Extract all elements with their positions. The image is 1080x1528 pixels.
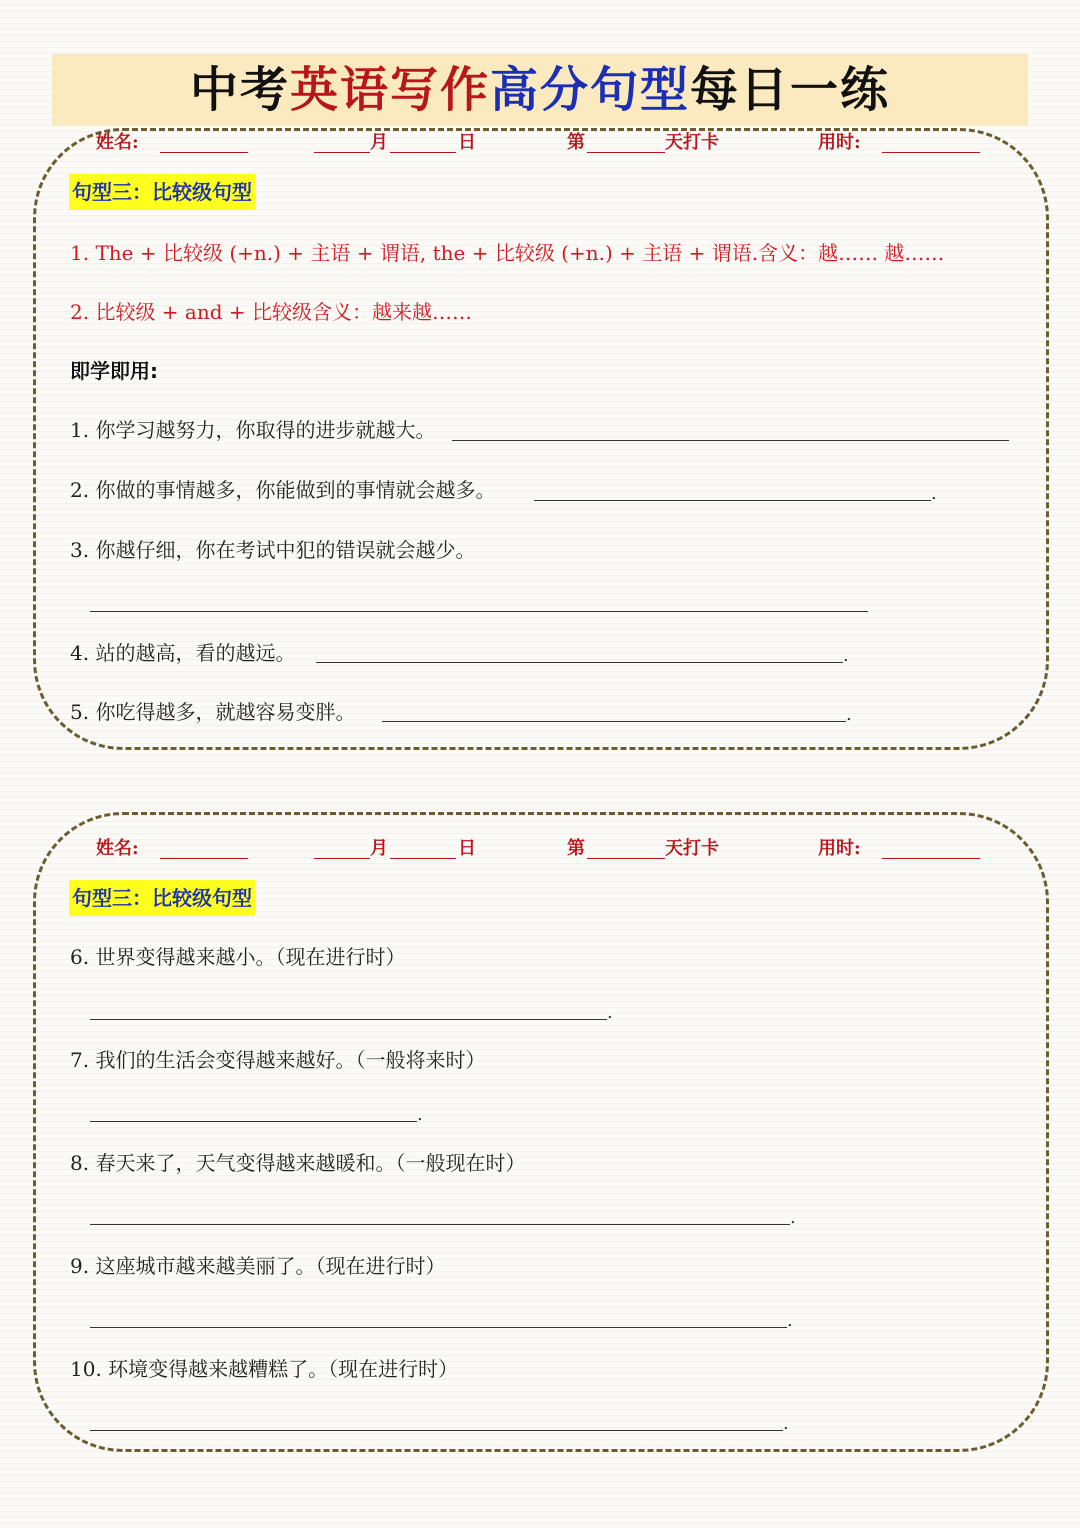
practice-label: 即学即用: [70, 359, 158, 383]
question-9: 9. 这座城市越来越美丽了。（现在进行时） [70, 1254, 446, 1278]
answer-line-6[interactable] [90, 1019, 607, 1020]
month-blank[interactable] [314, 858, 370, 859]
checkin-label: 天打卡 [665, 132, 719, 153]
title-part-2: 英语写作 [289, 62, 490, 118]
question-2: 2. 你做的事情越多，你能做到的事情就会越多。 [70, 478, 496, 502]
month-label: 月 [370, 132, 388, 153]
period: . [846, 704, 852, 725]
time-label: 用时: [818, 838, 861, 859]
answer-line-4[interactable] [316, 662, 843, 663]
question-3: 3. 你越仔细，你在考试中犯的错误就会越少。 [70, 538, 476, 562]
page-title [0, 60, 1080, 120]
day-label: 日 [458, 132, 476, 153]
period: . [417, 1104, 423, 1125]
question-8: 8. 春天来了，天气变得越来越暖和。（一般现在时） [70, 1151, 526, 1175]
name-label: 姓名: [96, 838, 139, 859]
question-4: 4. 站的越高，看的越远。 [70, 641, 296, 665]
period: . [783, 1413, 789, 1434]
title-part-4: 每日一练 [690, 62, 891, 118]
di-label: 第 [567, 838, 585, 859]
question-7: 7. 我们的生活会变得越来越好。（一般将来时） [70, 1048, 486, 1072]
period: . [931, 483, 937, 504]
question-10: 10. 环境变得越来越糟糕了。（现在进行时） [70, 1357, 459, 1381]
time-blank[interactable] [882, 858, 980, 859]
question-5: 5. 你吃得越多，就越容易变胖。 [70, 700, 356, 724]
period: . [607, 1002, 613, 1023]
time-label: 用时: [818, 132, 861, 153]
di-label: 第 [567, 132, 585, 153]
pattern-tag: 句型三：比较级句型 [69, 880, 255, 916]
day-label: 日 [458, 838, 476, 859]
answer-line-1[interactable] [452, 440, 1009, 441]
question-6: 6. 世界变得越来越小。（现在进行时） [70, 945, 406, 969]
title-part-3: 高分句型 [490, 62, 691, 118]
rule-2: 2. 比较级 + and + 比较级含义：越来越…… [70, 300, 472, 324]
name-label: 姓名: [96, 132, 139, 153]
checkin-day-blank[interactable] [587, 152, 665, 153]
title-part-1: 中考 [189, 62, 290, 118]
rule-1: 1. The + 比较级 (+n.) + 主语 + 谓语, the + 比较级 (+n.) + 主语 + 谓语.含义：越…… 越…… [70, 241, 945, 265]
name-blank[interactable] [160, 152, 248, 153]
answer-line-2[interactable] [534, 500, 931, 501]
period: . [790, 1207, 796, 1228]
name-blank[interactable] [160, 858, 248, 859]
checkin-day-blank[interactable] [587, 858, 665, 859]
answer-line-8[interactable] [90, 1224, 790, 1225]
answer-line-5[interactable] [382, 721, 846, 722]
month-label: 月 [370, 838, 388, 859]
answer-line-7[interactable] [90, 1121, 417, 1122]
period: . [787, 1310, 793, 1331]
checkin-label: 天打卡 [665, 838, 719, 859]
month-blank[interactable] [314, 152, 370, 153]
time-blank[interactable] [882, 152, 980, 153]
period: . [843, 645, 849, 666]
answer-line-9[interactable] [90, 1327, 787, 1328]
question-1: 1. 你学习越努力，你取得的进步就越大。 [70, 418, 436, 442]
answer-line-3[interactable] [90, 611, 868, 612]
answer-line-10[interactable] [90, 1430, 783, 1431]
day-blank[interactable] [390, 858, 456, 859]
pattern-tag: 句型三：比较级句型 [69, 174, 255, 210]
day-blank[interactable] [390, 152, 456, 153]
